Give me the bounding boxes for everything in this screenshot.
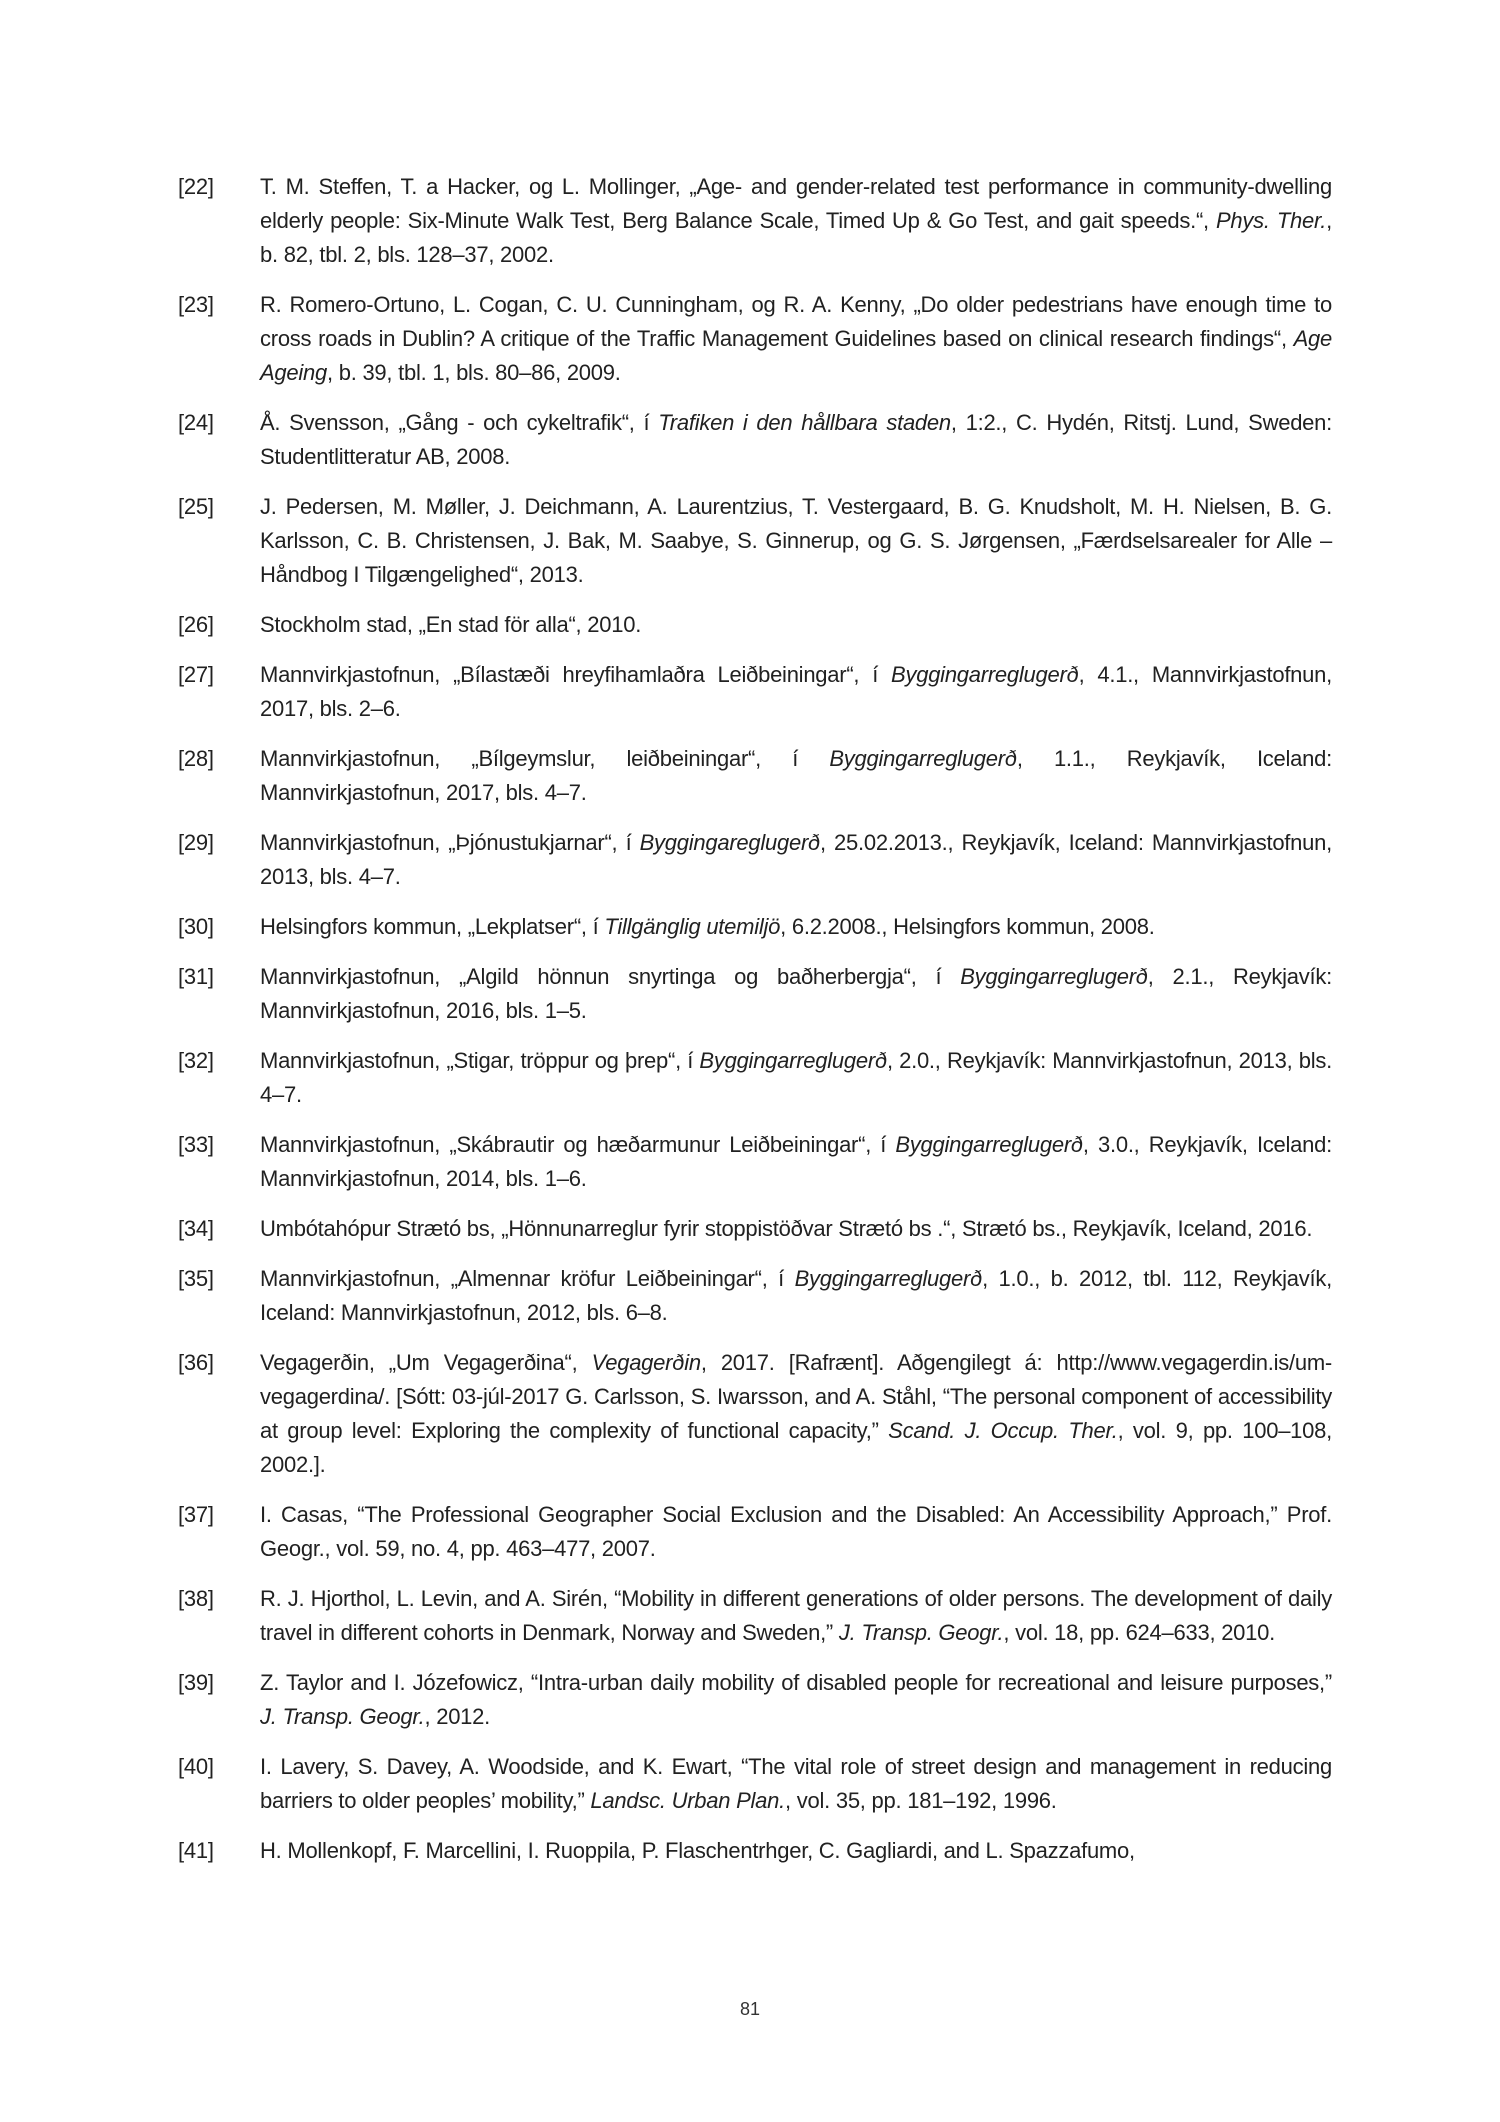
reference-segment: Mannvirkjastofnun, „Stigar, tröppur og þrep“, í: [260, 1048, 700, 1073]
reference-text: [260, 1128, 1332, 1196]
reference-entry: [178, 826, 1332, 894]
reference-segment: R. Romero-Ortuno, L. Cogan, C. U. Cunningham, og R. A. Kenny, „Do older pedestrians have enough time to cross roads in Dublin? A critique of the Traffic Management Guidelines based on clinical research findings“,: [260, 292, 1332, 351]
reference-label: [30]: [178, 914, 214, 939]
publication-title: Byggingarreglugerð: [960, 964, 1148, 989]
reference-segment: Å. Svensson, „Gång - och cykeltrafik“, í: [260, 410, 659, 435]
publication-title: Byggingarreglugerð: [895, 1132, 1083, 1157]
publication-title: Landsc. Urban Plan.: [590, 1788, 786, 1813]
reference-text: [260, 658, 1332, 726]
reference-segment: I. Lavery, S. Davey, A. Woodside, and K. Ewart, “The vital role of street design and management in reducing barriers to older peoples’ mobility,”: [260, 1754, 1332, 1813]
reference-segment: , 1.1., Reykjavík, Iceland: Mannvirkjastofnun, 2017, bls. 4–7.: [260, 746, 1332, 805]
reference-entry: [178, 1498, 1332, 1566]
reference-label: [31]: [178, 964, 214, 989]
reference-label: [38]: [178, 1586, 214, 1611]
reference-entry: [178, 1128, 1332, 1196]
publication-title: Byggingarreglugerð: [829, 746, 1017, 771]
publication-title: Vegagerðin: [591, 1350, 701, 1375]
reference-label: [41]: [178, 1838, 214, 1863]
publication-title: Trafiken i den hållbara staden: [658, 410, 951, 435]
reference-label: [39]: [178, 1670, 214, 1695]
reference-segment: Mannvirkjastofnun, „Bílastæði hreyfihamlaðra Leiðbeiningar“, í: [260, 662, 892, 687]
reference-label: [35]: [178, 1266, 214, 1291]
reference-entry: [178, 406, 1332, 474]
reference-label: [37]: [178, 1502, 214, 1527]
reference-segment: , 4.1., Mannvirkjastofnun, 2017, bls. 2–6.: [260, 662, 1332, 721]
reference-label: [28]: [178, 746, 214, 771]
reference-text: [260, 1666, 1332, 1734]
reference-entry: [178, 1262, 1332, 1330]
reference-entry: [178, 490, 1332, 592]
reference-entry: [178, 1750, 1332, 1818]
reference-segment: , 1.0., b. 2012, tbl. 112, Reykjavík, Iceland: Mannvirkjastofnun, 2012, bls. 6–8.: [260, 1266, 1333, 1325]
reference-segment: T. M. Steffen, T. a Hacker, og L. Mollinger, „Age- and gender-related test performance in community-dwelling elderly people: Six-Minute Walk Test, Berg Balance Scale, Timed Up & Go Test, and gait speeds.“,: [260, 174, 1332, 233]
reference-label: [29]: [178, 830, 214, 855]
reference-entry: [178, 1666, 1332, 1734]
reference-entry: [178, 1346, 1332, 1482]
reference-segment: , b. 39, tbl. 1, bls. 80–86, 2009.: [327, 360, 621, 385]
reference-segment: , 2017. [Rafrænt]. Aðgengilegt á: http://www.vegagerdin.is/um-vegagerdina/. [Sótt: 03-júl-2017 G. Carlsson, S. Iwarsson, and A. Ståhl, “The personal component of accessibility at group level: Exploring the complexity of functional capacity,”: [260, 1350, 1332, 1443]
reference-segment: Mannvirkjastofnun, „Almennar kröfur Leiðbeiningar“, í: [260, 1266, 795, 1291]
reference-segment: H. Mollenkopf, F. Marcellini, I. Ruoppila, P. Flaschentrhger, C. Gagliardi, and L. Spazzafumo,: [260, 1838, 1135, 1863]
reference-entry: [178, 658, 1332, 726]
reference-segment: R. J. Hjorthol, L. Levin, and A. Sirén, “Mobility in different generations of older persons. The development of daily travel in different cohorts in Denmark, Norway and Sweden,”: [260, 1586, 1332, 1645]
reference-label: [36]: [178, 1350, 214, 1375]
publication-title: Phys. Ther.: [1215, 208, 1327, 233]
reference-label: [22]: [178, 174, 214, 199]
references-list: [178, 170, 1332, 1884]
publication-title: Byggingarreglugerð: [699, 1048, 887, 1073]
reference-entry: [178, 742, 1332, 810]
reference-label: [40]: [178, 1754, 214, 1779]
reference-text: [260, 1346, 1332, 1482]
reference-text: [260, 608, 1332, 642]
reference-label: [34]: [178, 1216, 214, 1241]
reference-entry: [178, 1834, 1332, 1868]
reference-segment: , 2.0., Reykjavík: Mannvirkjastofnun, 2013, bls. 4–7.: [260, 1048, 1333, 1107]
reference-text: [260, 910, 1332, 944]
reference-text: [260, 1262, 1332, 1330]
reference-text: [260, 1044, 1332, 1112]
publication-title: Age Ageing: [260, 326, 1332, 385]
reference-segment: , 2012.: [424, 1704, 491, 1729]
reference-label: [27]: [178, 662, 214, 687]
reference-segment: , vol. 18, pp. 624–633, 2010.: [1003, 1620, 1275, 1645]
reference-entry: [178, 170, 1332, 272]
publication-title: Byggingarreglugerð: [891, 662, 1079, 687]
reference-segment: Mannvirkjastofnun, „Algild hönnun snyrtinga og baðherbergja“, í: [260, 964, 961, 989]
reference-segment: Z. Taylor and I. Józefowicz, “Intra-urban daily mobility of disabled people for recreational and leisure purposes,”: [260, 1670, 1332, 1695]
reference-segment: , vol. 9, pp. 100–108, 2002.].: [260, 1418, 1332, 1477]
reference-segment: Mannvirkjastofnun, „Þjónustukjarnar“, í: [260, 830, 640, 855]
reference-segment: , 3.0., Reykjavík, Iceland: Mannvirkjastofnun, 2014, bls. 1–6.: [260, 1132, 1333, 1191]
reference-segment: Helsingfors kommun, „Lekplatser“, í: [260, 914, 605, 939]
reference-label: [23]: [178, 292, 214, 317]
reference-text: [260, 826, 1332, 894]
reference-entry: [178, 288, 1332, 390]
reference-segment: , b. 82, tbl. 2, bls. 128–37, 2002.: [260, 208, 1332, 267]
reference-segment: , vol. 35, pp. 181–192, 1996.: [785, 1788, 1057, 1813]
reference-entry: [178, 960, 1332, 1028]
reference-segment: Mannvirkjastofnun, „Skábrautir og hæðarmunur Leiðbeiningar“, í: [260, 1132, 896, 1157]
reference-entry: [178, 910, 1332, 944]
reference-segment: I. Casas, “The Professional Geographer Social Exclusion and the Disabled: An Accessibility Approach,” Prof. Geogr., vol. 59, no. 4, pp. 463–477, 2007.: [260, 1502, 1332, 1561]
reference-segment: , 6.2.2008., Helsingfors kommun, 2008.: [780, 914, 1155, 939]
reference-entry: [178, 1212, 1332, 1246]
reference-label: [25]: [178, 494, 214, 519]
reference-segment: Vegagerðin, „Um Vegagerðina“,: [260, 1350, 592, 1375]
reference-label: [24]: [178, 410, 214, 435]
reference-entry: [178, 1044, 1332, 1112]
reference-segment: J. Pedersen, M. Møller, J. Deichmann, A. Laurentzius, T. Vestergaard, B. G. Knudsholt, M. H. Nielsen, B. G. Karlsson, C. B. Christensen, J. Bak, M. Saabye, S. Ginnerup, og G. S. Jørgensen, „Færdselsarealer for Alle – Håndbog I Tilgængelighed“, 2013.: [260, 494, 1332, 587]
reference-segment: , 2.1., Reykjavík: Mannvirkjastofnun, 2016, bls. 1–5.: [260, 964, 1332, 1023]
reference-label: [33]: [178, 1132, 214, 1157]
reference-segment: , 25.02.2013., Reykjavík, Iceland: Mannvirkjastofnun, 2013, bls. 4–7.: [260, 830, 1332, 889]
reference-entry: [178, 1582, 1332, 1650]
reference-segment: Stockholm stad, „En stad för alla“, 2010.: [260, 612, 642, 637]
reference-text: [260, 490, 1332, 592]
reference-text: [260, 1750, 1332, 1818]
reference-text: [260, 288, 1332, 390]
reference-text: [260, 1834, 1332, 1868]
publication-title: Scand. J. Occup. Ther.: [888, 1418, 1118, 1443]
reference-text: [260, 742, 1332, 810]
publication-title: Byggingarreglugerð: [794, 1266, 983, 1291]
reference-text: [260, 1582, 1332, 1650]
reference-segment: Mannvirkjastofnun, „Bílgeymslur, leiðbeiningar“, í: [260, 746, 830, 771]
reference-segment: , 1:2., C. Hydén, Ritstj. Lund, Sweden: Studentlitteratur AB, 2008.: [260, 410, 1333, 469]
reference-text: [260, 1212, 1332, 1246]
reference-text: [260, 170, 1332, 272]
reference-text: [260, 406, 1332, 474]
publication-title: Tillgänglig utemiljö: [604, 914, 781, 939]
reference-segment: Umbótahópur Strætó bs, „Hönnunarreglur fyrir stoppistöðvar Strætó bs .“, Strætó bs., Reykjavík, Iceland, 2016.: [260, 1216, 1313, 1241]
reference-text: [260, 960, 1332, 1028]
reference-entry: [178, 608, 1332, 642]
reference-text: [260, 1498, 1332, 1566]
publication-title: J. Transp. Geogr.: [838, 1620, 1004, 1645]
page-number: 81: [739, 1999, 761, 2019]
reference-label: [32]: [178, 1048, 214, 1073]
publication-title: Byggingareglugerð: [639, 830, 821, 855]
publication-title: J. Transp. Geogr.: [260, 1704, 425, 1729]
reference-label: [26]: [178, 612, 214, 637]
